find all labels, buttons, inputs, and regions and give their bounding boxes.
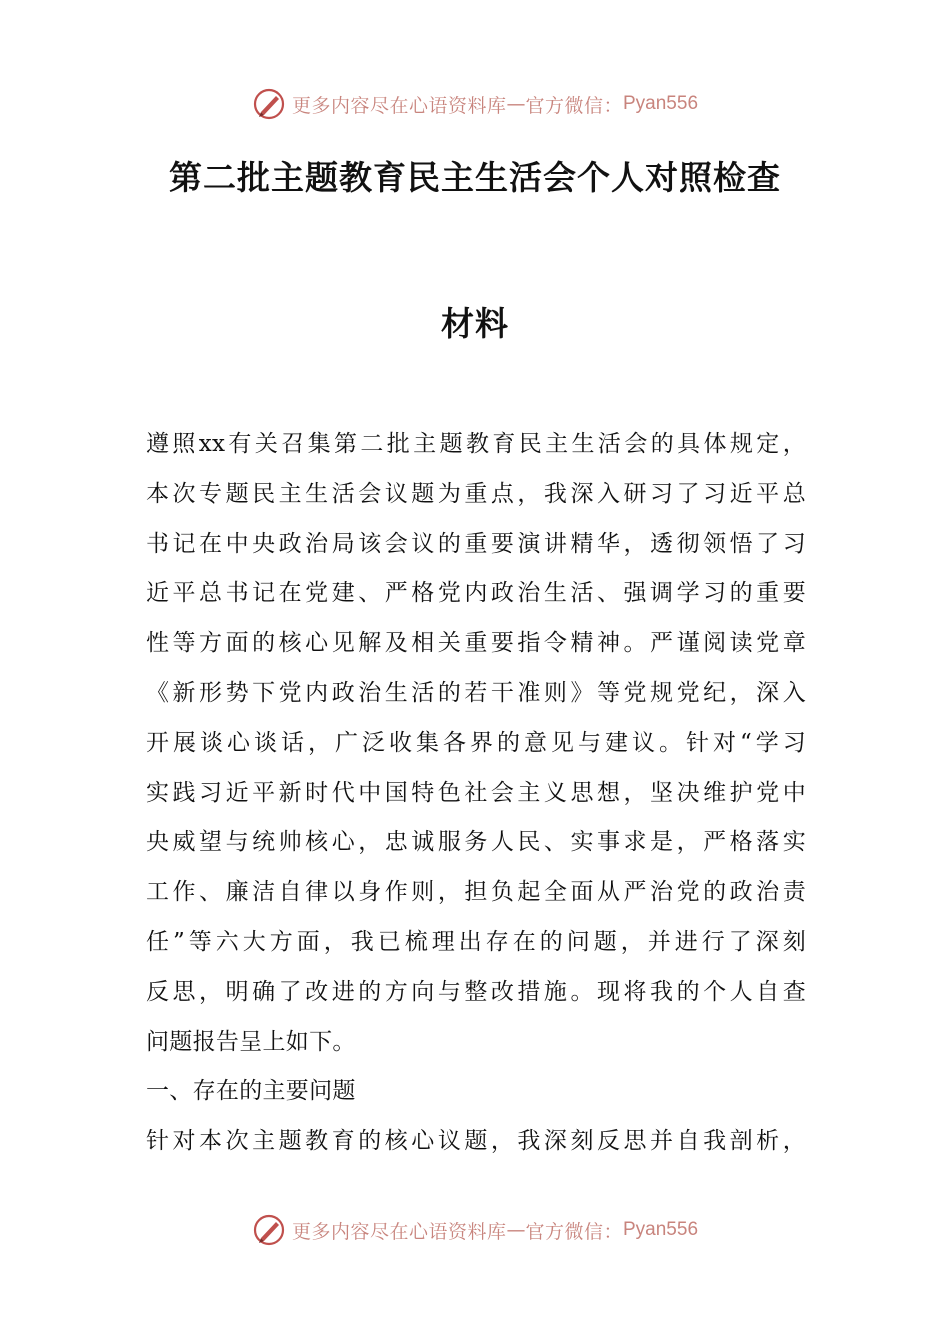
banner-wechat-id: Pyan556 (623, 1219, 699, 1240)
body-line: 针对本次主题教育的核心议题，我深刻反思并自我剖析， (146, 1128, 806, 1155)
body-line: 遵照xx有关召集第二批主题教育民主生活会的具体规定， (146, 431, 806, 457)
section-heading: 一、存在的主要问题 (146, 1078, 356, 1105)
banner-slogan: 更多内容尽在心语资料库 (291, 1220, 507, 1243)
banner-separator: — (506, 1219, 526, 1241)
pen-circle-icon (252, 87, 286, 121)
body-line: 工作、廉洁自律以身作则，担负起全面从严治党的政治责 (146, 879, 806, 906)
body-line: 央威望与统帅核心，忠诚服务人民、实事求是，严格落实 (146, 829, 806, 856)
document-title-line-2: 材料 (441, 304, 509, 343)
banner-wechat-label: 官方微信： (525, 94, 623, 117)
body-line: 反思，明确了改进的方向与整改措施。现将我的个人自查 (146, 978, 806, 1005)
body-line: 问题报告呈上如下。 (146, 1028, 356, 1055)
body-line: 实践习近平新时代中国特色社会主义思想，坚决维护党中 (146, 779, 806, 806)
banner-separator: — (506, 93, 526, 115)
body-line: 书记在中央政治局该会议的重要演讲精华，透彻领悟了习 (146, 530, 806, 557)
document-title-line-1: 第二批主题教育民主生活会个人对照检查 (169, 158, 781, 197)
banner-wechat-label: 官方微信： (525, 1220, 623, 1243)
document-body (146, 420, 806, 1167)
pen-circle-icon (252, 1213, 286, 1247)
footer-banner (0, 1210, 950, 1250)
body-line: 开展谈心谈话，广泛收集各界的意见与建议。针对“学习 (146, 729, 806, 756)
banner-wechat-id: Pyan556 (623, 93, 699, 114)
body-line: 近平总书记在党建、严格党内政治生活、强调学习的重要 (146, 580, 806, 607)
body-line: 性等方面的核心见解及相关重要指令精神。严谨阅读党章 (146, 630, 806, 657)
banner-slogan: 更多内容尽在心语资料库 (291, 94, 507, 117)
body-line: 《新形势下党内政治生活的若干准则》等党规党纪，深入 (146, 679, 806, 706)
body-line: 本次专题民主生活会议题为重点，我深入研习了习近平总 (146, 480, 806, 507)
header-banner (0, 84, 950, 124)
body-line: 任”等六大方面，我已梳理出存在的问题，并进行了深刻 (146, 928, 806, 955)
